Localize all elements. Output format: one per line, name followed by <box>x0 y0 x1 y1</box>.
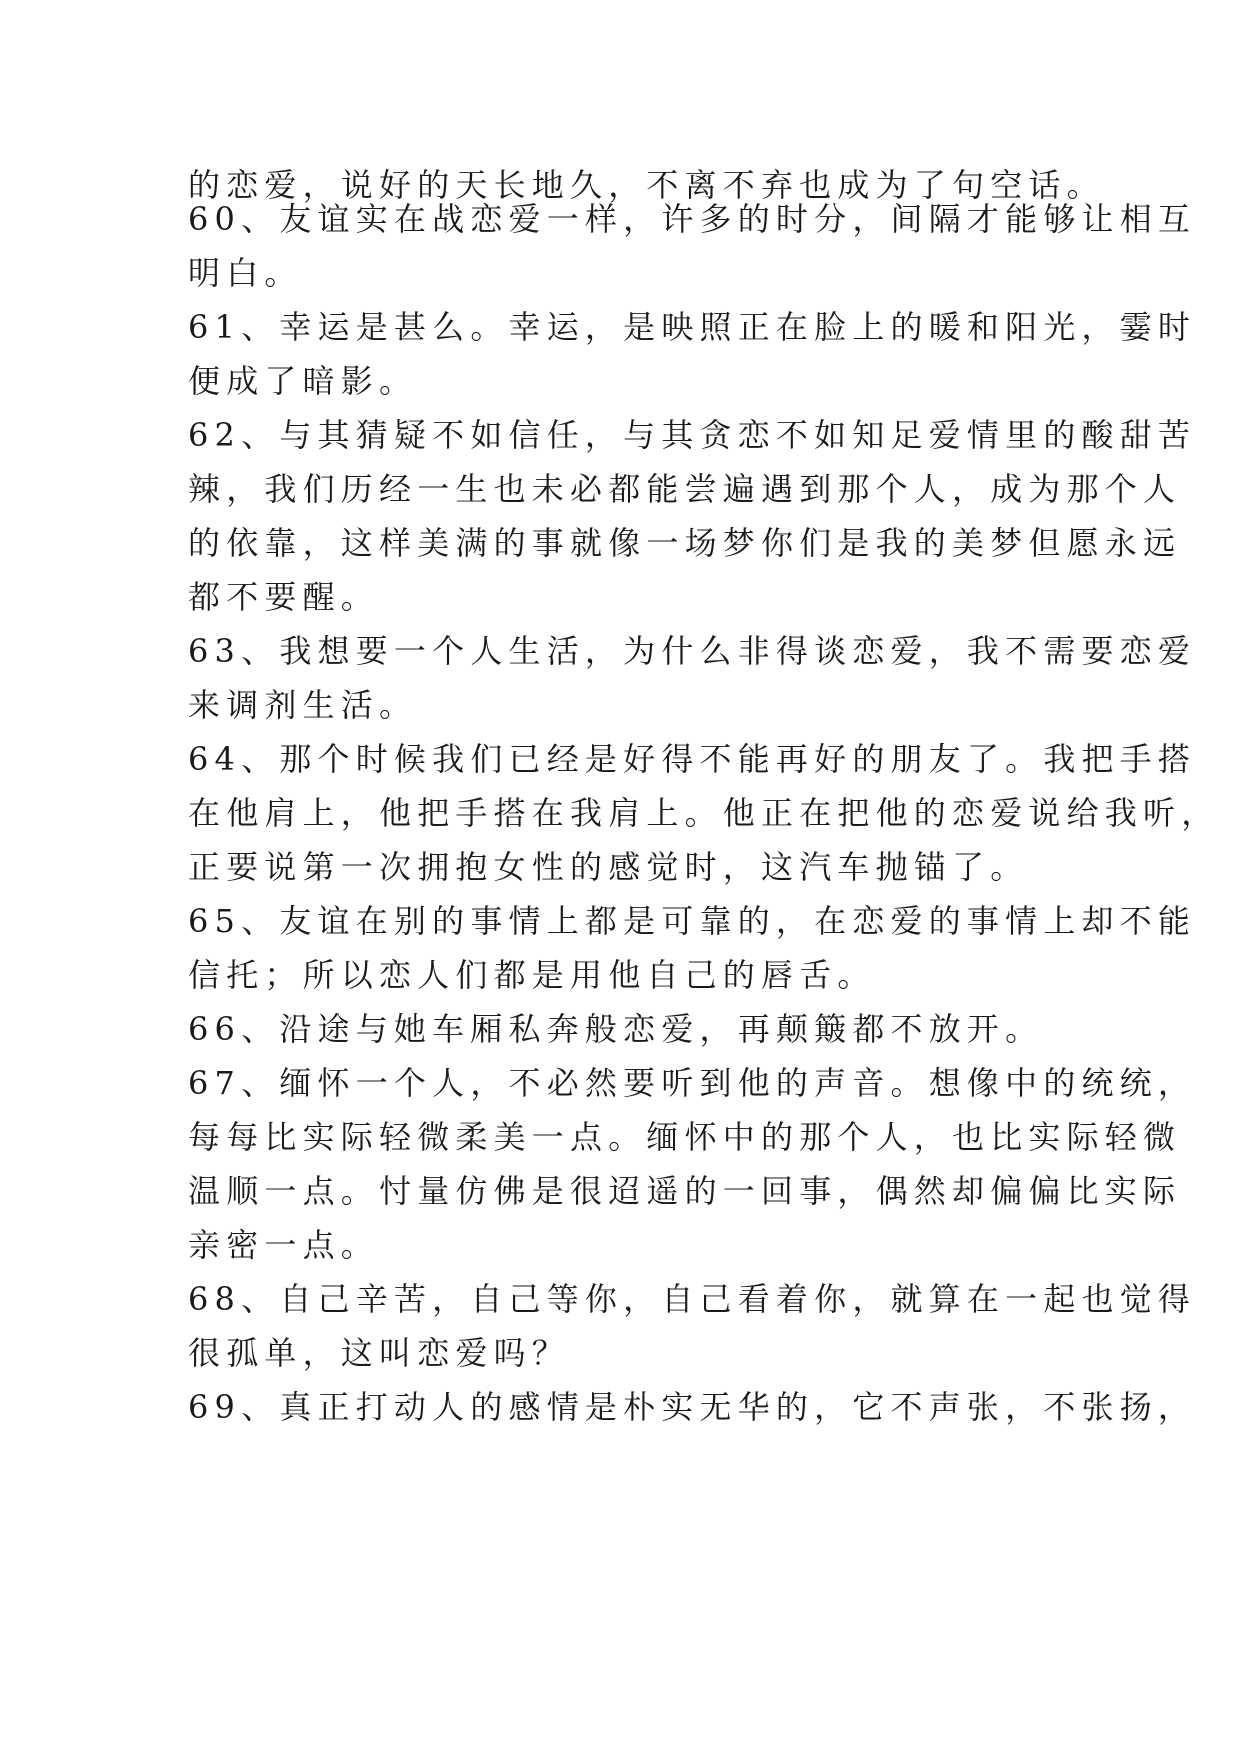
text-line: 每每比实际轻微柔美一点。缅怀中的那个人，也比实际轻微 <box>188 1118 1182 1156</box>
text-line: 60、友谊实在战恋爱一样，许多的时分，间隔才能够让相互 <box>188 200 1197 238</box>
text-line: 68、自己辛苦，自己等你，自己看着你，就算在一起也觉得 <box>188 1280 1197 1318</box>
text-line: 63、我想要一个人生活，为什么非得谈恋爱，我不需要恋爱 <box>188 632 1197 670</box>
text-line: 来调剂生活。 <box>188 686 418 724</box>
text-line: 亲密一点。 <box>188 1226 380 1264</box>
text-line: 便成了暗影。 <box>188 362 418 400</box>
text-line: 的恋爱，说好的天长地久，不离不弃也成为了句空话。 <box>188 166 1105 204</box>
text-line: 很孤单，这叫恋爱吗？ <box>188 1334 571 1372</box>
text-line: 64、那个时候我们已经是好得不能再好的朋友了。我把手搭 <box>188 740 1197 778</box>
text-line: 65、友谊在别的事情上都是可靠的，在恋爱的事情上却不能 <box>188 902 1197 940</box>
text-line: 明白。 <box>188 254 303 292</box>
text-line: 66、沿途与她车厢私奔般恋爱，再颠簸都不放开。 <box>188 1010 1044 1048</box>
text-line: 的依靠，这样美满的事就像一场梦你们是我的美梦但愿永远 <box>188 524 1182 562</box>
text-line: 在他肩上，他把手搭在我肩上。他正在把他的恋爱说给我听， <box>188 794 1220 832</box>
text-line: 辣，我们历经一生也未必都能尝遍遇到那个人，成为那个人 <box>188 470 1182 508</box>
text-line: 信托；所以恋人们都是用他自己的唇舌。 <box>188 956 876 994</box>
text-line: 都不要醒。 <box>188 578 380 616</box>
text-line: 61、幸运是甚么。幸运，是映照正在脸上的暖和阳光，霎时 <box>188 308 1197 346</box>
text-line: 温顺一点。忖量仿佛是很迢遥的一回事，偶然却偏偏比实际 <box>188 1172 1182 1210</box>
text-line: 62、与其猜疑不如信任，与其贪恋不如知足爱情里的酸甜苦 <box>188 416 1197 454</box>
text-line: 67、缅怀一个人，不必然要听到他的声音。想像中的统统， <box>188 1064 1197 1102</box>
text-line: 69、真正打动人的感情是朴实无华的，它不声张，不张扬， <box>188 1388 1197 1426</box>
text-line: 正要说第一次拥抱女性的感觉时，这汽车抛锚了。 <box>188 848 1029 886</box>
